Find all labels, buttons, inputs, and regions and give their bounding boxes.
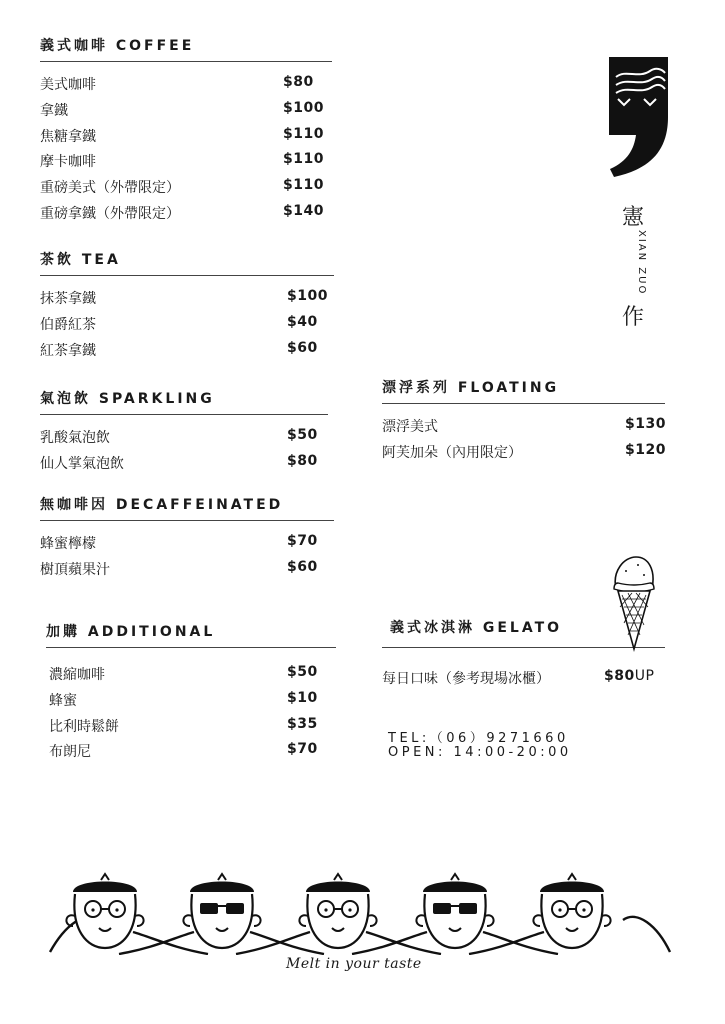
brand-romaji-text: XIAN ZUO: [636, 230, 647, 296]
item-price: $60: [287, 339, 318, 356]
menu-item: [40, 151, 332, 177]
item-name: 仙人掌氣泡飲: [40, 455, 124, 472]
cartoon-face: [66, 874, 208, 954]
item-price: $70: [287, 741, 318, 758]
menu-item: [40, 203, 332, 229]
menu-item: [382, 442, 665, 468]
item-name: 紅茶拿鐵: [40, 342, 96, 359]
item-name: 布朗尼: [49, 744, 91, 761]
section-floating: [382, 377, 665, 468]
section-title: 義式咖啡 COFFEE: [40, 35, 332, 62]
section-sparkling: [40, 388, 328, 479]
item-price: $80: [287, 452, 318, 469]
menu-item: [40, 177, 332, 203]
item-name: 濃縮咖啡: [49, 667, 105, 683]
brand-char-top: 憲: [622, 205, 645, 230]
item-name: 摩卡咖啡: [40, 154, 96, 171]
contact-hours: OPEN: 14:00-20:00: [388, 745, 572, 760]
contact-tel: TEL:（06）9271660: [388, 731, 569, 746]
menu-item: [40, 100, 332, 126]
item-name: 阿芙加朵（內用限定）: [382, 444, 522, 461]
item-price: $110: [283, 177, 324, 194]
section-coffee: [40, 35, 332, 229]
menu-item: [46, 741, 336, 767]
comma-logo-icon: [606, 55, 670, 179]
item-name: 重磅拿鐵（外帶限定）: [40, 205, 180, 222]
menu-item: [40, 559, 334, 585]
item-price: $110: [283, 151, 324, 168]
section-decaf: [40, 494, 334, 585]
item-price-suffix: UP: [634, 668, 655, 684]
menu-item: [46, 690, 336, 716]
menu-item: [40, 314, 334, 340]
item-name: 蜂蜜: [49, 692, 77, 709]
item-name: 乳酸氣泡飲: [40, 430, 110, 446]
item-name: 每日口味（參考現場冰櫃）: [382, 671, 550, 687]
tagline: Melt in your taste: [286, 956, 422, 972]
cartoon-face: [416, 874, 558, 954]
section-title: 氣泡飲 SPARKLING: [40, 388, 328, 415]
menu-item: [40, 340, 334, 366]
cartoon-face: [533, 874, 610, 948]
item-name: 美式咖啡: [40, 77, 96, 93]
item-name: 拿鐵: [40, 102, 68, 119]
menu-item: [40, 126, 332, 152]
menu-item: [46, 664, 336, 690]
item-price: $110: [283, 125, 324, 142]
cartoon-face: [183, 874, 324, 954]
item-price: $120: [625, 441, 666, 458]
item-price: $70: [287, 533, 318, 549]
item-price: $10: [287, 689, 318, 706]
item-name: 抹茶拿鐵: [40, 291, 96, 307]
menu-item: [40, 74, 332, 100]
item-price: $40: [287, 313, 318, 330]
item-name: 伯爵紅茶: [40, 316, 96, 333]
item-price: $130: [625, 416, 666, 432]
menu-item: [40, 427, 328, 453]
item-name: 焦糖拿鐵: [40, 128, 96, 145]
menu-item: [40, 453, 328, 479]
section-title: 無咖啡因 DECAFFEINATED: [40, 494, 334, 521]
menu-item: [382, 416, 665, 442]
section-title: 加購 ADDITIONAL: [46, 621, 336, 648]
menu-item: [382, 668, 665, 694]
item-price: $50: [287, 427, 318, 443]
item-price: $100: [287, 288, 328, 304]
item-price: $140: [283, 202, 324, 219]
item-price: $60: [287, 558, 318, 575]
item-price: [604, 668, 654, 684]
item-name: 樹頂蘋果汁: [40, 561, 110, 578]
section-title: 漂浮系列 FLOATING: [382, 377, 665, 404]
item-name: 蜂蜜檸檬: [40, 536, 96, 552]
cartoon-face: [299, 874, 441, 954]
section-title: 義式冰淇淋 GELATO: [382, 617, 665, 648]
item-name: 漂浮美式: [382, 419, 438, 435]
section-additional: [46, 621, 336, 767]
menu-item: [46, 716, 336, 742]
section-title: 茶飲 TEA: [40, 249, 334, 276]
ice-cream-cone-icon: [610, 553, 658, 653]
item-price: $100: [283, 99, 324, 116]
item-price: $50: [287, 664, 318, 680]
menu-item: [40, 288, 334, 314]
item-price: $35: [287, 715, 318, 732]
brand-char-bottom: 作: [622, 305, 645, 330]
item-price: $80: [283, 74, 314, 90]
menu-item: [40, 533, 334, 559]
item-name: 重磅美式（外帶限定）: [40, 180, 180, 197]
item-name: 比利時鬆餅: [49, 718, 119, 735]
cartoon-faces-illustration: [45, 870, 675, 955]
item-price-amount: $80: [604, 668, 635, 684]
section-tea: [40, 249, 334, 365]
brand-romaji: [625, 230, 653, 302]
